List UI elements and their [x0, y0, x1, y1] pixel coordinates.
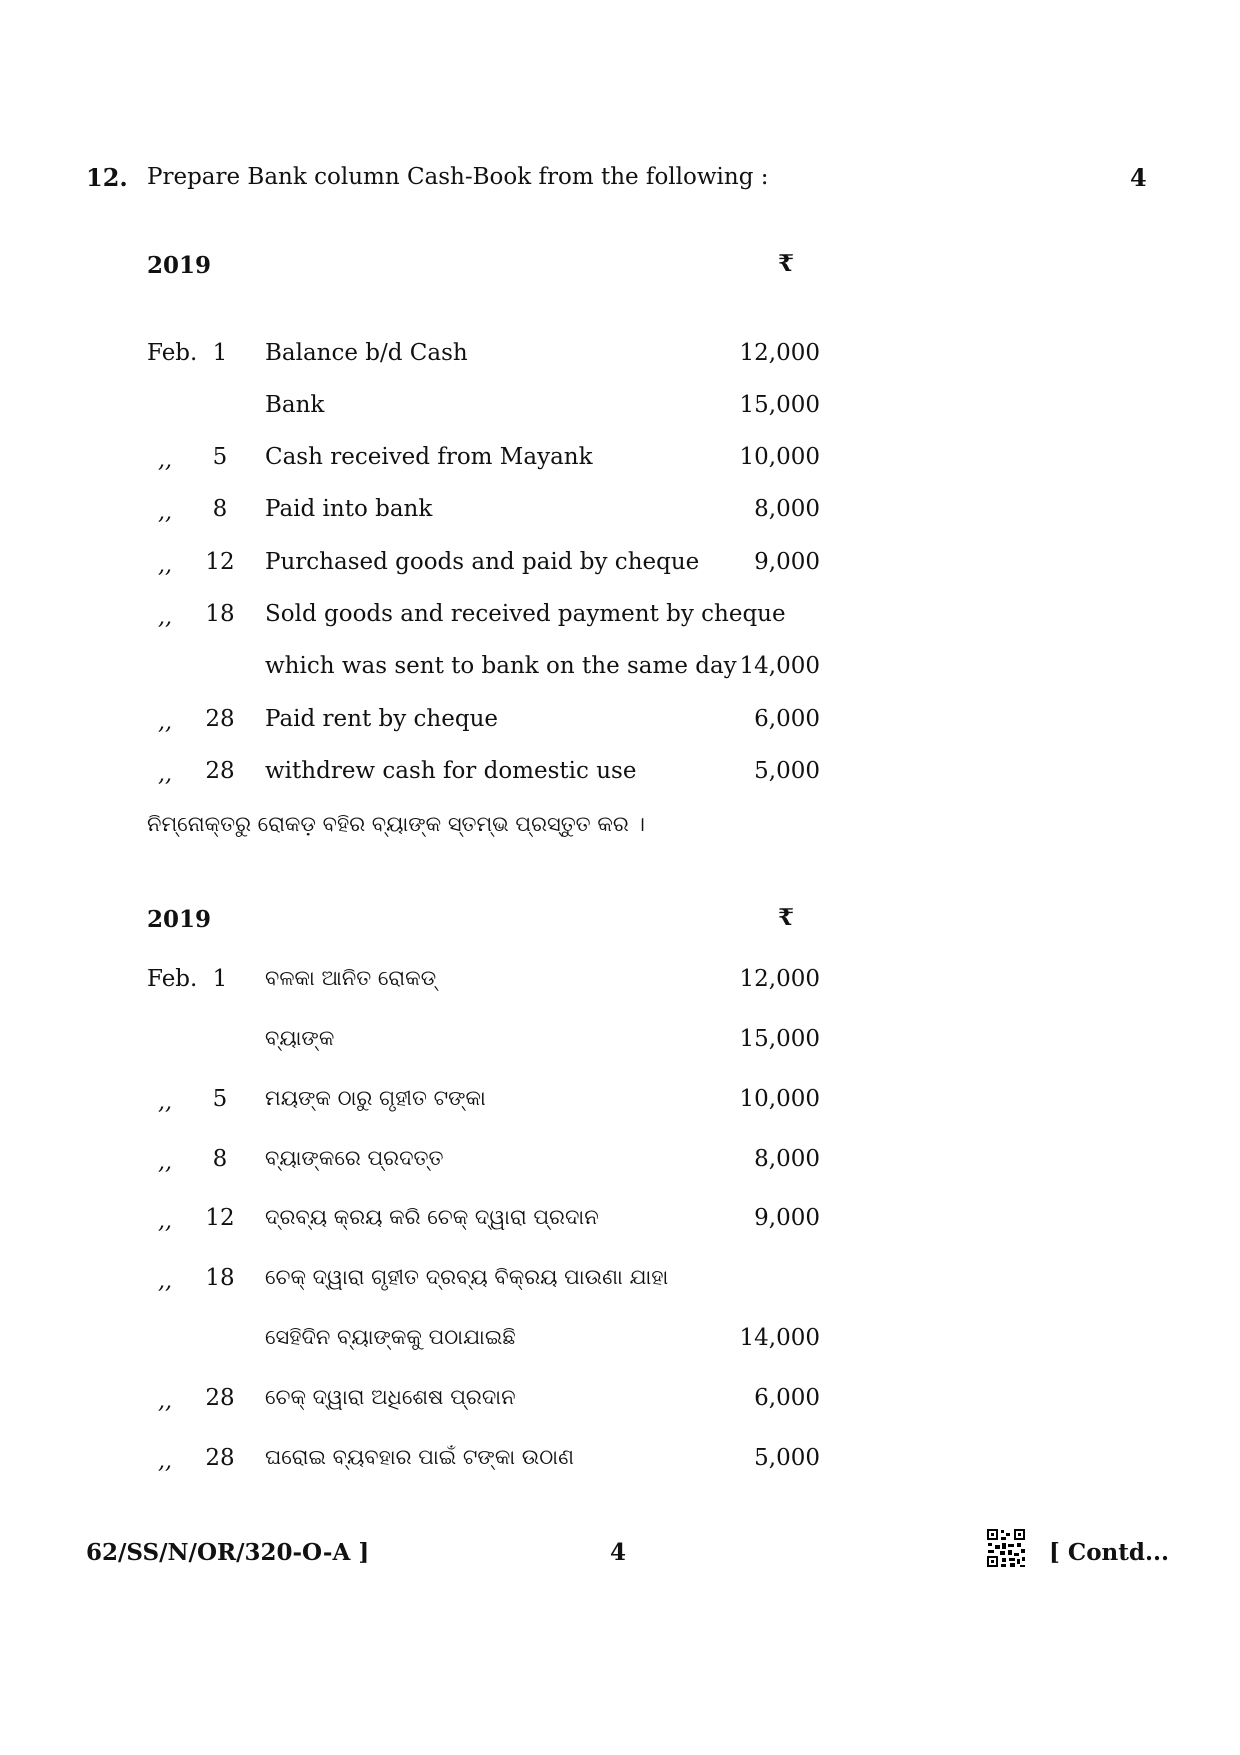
row-description: ଚେକ୍ ଦ୍ୱାରା ଗୃହୀତ ଦ୍ରବ୍ୟ ବିକ୍ରୟ ପାଉଣା ଯାହା	[265, 1265, 669, 1289]
row-month: ,,	[158, 1389, 172, 1414]
row-amount: 6,000	[754, 706, 820, 732]
row-description: ଚେକ୍ ଦ୍ୱାରା ଅଧିଶେଷ ପ୍ରଦାନ	[265, 1385, 516, 1409]
row-day: 28	[205, 706, 235, 732]
row-amount: 15,000	[739, 392, 820, 418]
currency-symbol: ₹	[778, 250, 795, 277]
row-description: ଘରୋଇ ବ୍ୟବହାର ପାଇଁ ଟଙ୍କା ଉଠାଣ	[265, 1445, 574, 1469]
row-description: ବଳକା ଆନିତ ରୋକଡ୍	[265, 966, 437, 990]
row-description: Purchased goods and paid by cheque	[265, 549, 700, 575]
row-day: 8	[212, 496, 228, 522]
row-day: 12	[205, 1205, 235, 1231]
continued-label: [ Contd...	[1049, 1539, 1169, 1566]
row-month: ,,	[158, 1209, 172, 1234]
row-day: 1	[212, 340, 228, 366]
qr-code-icon	[986, 1528, 1026, 1568]
row-day: 18	[205, 601, 235, 627]
row-month: ,,	[158, 710, 172, 735]
page-number: 4	[610, 1539, 627, 1566]
row-month: ,,	[158, 1150, 172, 1175]
row-day: 28	[205, 758, 235, 784]
row-description: Paid into bank	[265, 496, 433, 522]
row-description: ବ୍ୟାଙ୍କରେ ପ୍ରଦତ୍ତ	[265, 1146, 444, 1170]
odia-instruction: ନିମ୍ନୋକ୍ତରୁ ରୋକଡ଼ ବହିର ବ୍ୟାଙ୍କ ସ୍ତମ୍ଭ ପ୍ରସ୍ତୁତ କର ।	[147, 812, 645, 836]
row-amount: 10,000	[739, 1086, 820, 1112]
row-month: ,,	[158, 553, 172, 578]
row-description: Balance b/d Cash	[265, 340, 468, 366]
row-day: 28	[205, 1445, 235, 1471]
row-month: Feb.	[147, 340, 198, 366]
currency-symbol: ₹	[778, 904, 795, 931]
row-day: 5	[212, 1086, 228, 1112]
paper-code: 62/SS/N/OR/320-O-A ]	[86, 1539, 370, 1566]
row-month: ,,	[158, 500, 172, 525]
row-description: Bank	[265, 392, 325, 418]
row-day: 5	[212, 444, 228, 470]
row-amount: 8,000	[754, 1146, 820, 1172]
row-month: ,,	[158, 1090, 172, 1115]
year-label: 2019	[147, 252, 212, 279]
row-day: 12	[205, 549, 235, 575]
row-amount: 14,000	[739, 653, 820, 679]
row-description: Sold goods and received payment by cheque	[265, 601, 786, 627]
row-month: Feb.	[147, 966, 198, 992]
row-month: ,,	[158, 1269, 172, 1294]
row-amount: 12,000	[739, 966, 820, 992]
row-description: Paid rent by cheque	[265, 706, 498, 732]
row-description: Cash received from Mayank	[265, 444, 593, 470]
year-label: 2019	[147, 906, 212, 933]
row-description: which was sent to bank on the same day	[265, 653, 737, 679]
row-description: ମୟଙ୍କ ଠାରୁ ଗୃହୀତ ଟଙ୍କା	[265, 1086, 486, 1110]
row-amount: 6,000	[754, 1385, 820, 1411]
row-amount: 5,000	[754, 1445, 820, 1471]
row-month: ,,	[158, 762, 172, 787]
row-amount: 15,000	[739, 1026, 820, 1052]
row-day: 1	[212, 966, 228, 992]
row-description: ବ୍ୟାଙ୍କ	[265, 1026, 335, 1050]
question-marks: 4	[1130, 163, 1147, 192]
row-amount: 14,000	[739, 1325, 820, 1351]
row-day: 8	[212, 1146, 228, 1172]
row-amount: 5,000	[754, 758, 820, 784]
row-month: ,,	[158, 448, 172, 473]
row-month: ,,	[158, 1449, 172, 1474]
row-description: ସେହିଦିନ ବ୍ୟାଙ୍କକୁ ପଠାଯାଇଛି	[265, 1325, 516, 1349]
question-text: Prepare Bank column Cash-Book from the following :	[147, 164, 769, 190]
row-description: withdrew cash for domestic use	[265, 758, 637, 784]
row-amount: 9,000	[754, 1205, 820, 1231]
row-description: ଦ୍ରବ୍ୟ କ୍ରୟ କରି ଚେକ୍ ଦ୍ୱାରା ପ୍ରଦାନ	[265, 1205, 599, 1229]
row-month: ,,	[158, 605, 172, 630]
row-amount: 9,000	[754, 549, 820, 575]
row-amount: 12,000	[739, 340, 820, 366]
row-day: 18	[205, 1265, 235, 1291]
row-day: 28	[205, 1385, 235, 1411]
row-amount: 8,000	[754, 496, 820, 522]
row-amount: 10,000	[739, 444, 820, 470]
question-number: 12.	[86, 163, 128, 192]
